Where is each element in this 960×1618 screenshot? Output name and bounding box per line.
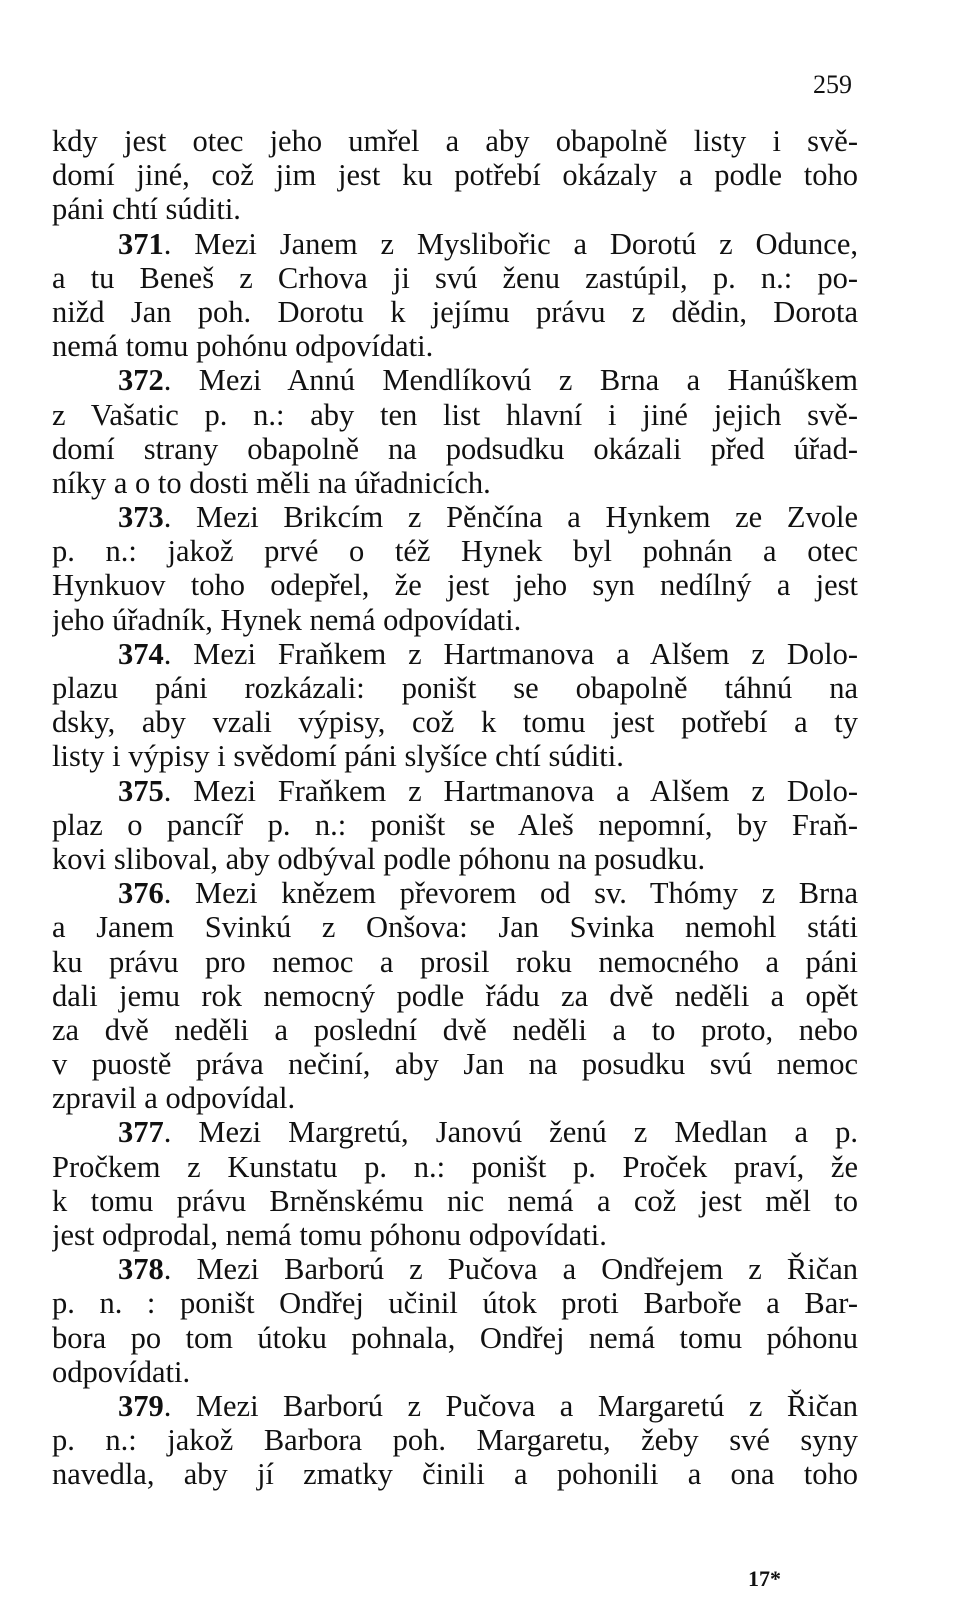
text-body (52, 124, 858, 1492)
text-line (52, 1457, 858, 1491)
text-line (52, 1355, 858, 1389)
line-text: dsky, aby vzali výpisy, což k tomu jest potřebí a ty (52, 705, 858, 740)
text-line (52, 261, 858, 295)
line-text: bora po tom útoku pohnala, Ondřej nemá tomu póhonu (52, 1320, 858, 1355)
text-line (52, 842, 858, 876)
text-line (52, 1423, 858, 1457)
text-line (52, 1218, 858, 1252)
text-line (52, 398, 858, 432)
entry-start-line (52, 1389, 858, 1423)
text-line (52, 329, 858, 363)
line-text: . Mezi Janem z Myslibořic a Dorotú z Odunce, (163, 226, 858, 261)
entry-number: 376 (118, 876, 164, 911)
line-text: kdy jest otec jeho umřel a aby obapolně listy i svě- (52, 124, 858, 158)
entry-start-line (52, 363, 858, 397)
text-line (52, 945, 858, 979)
line-text: . Mezi Margretú, Janovú ženú z Medlan a p. (163, 1115, 858, 1150)
line-text: v puostě práva nečiní, aby Jan na posudku svú nemoc (52, 1047, 858, 1082)
signature-mark: 17* (748, 1566, 781, 1591)
text-line (52, 534, 858, 568)
line-text: a Janem Svinkú z Onšova: Jan Svinka nemohl státi (52, 910, 858, 945)
text-line (52, 705, 858, 739)
line-text: . Mezi Annú Mendlíkovú z Brna a Hanúškem (163, 363, 858, 398)
line-text: . Mezi Fraňkem z Hartmanova a Alšem z Dolo- (163, 773, 858, 808)
text-line (52, 1286, 858, 1320)
text-line (52, 192, 858, 226)
entry-number: 375 (118, 773, 164, 808)
line-text: za dvě neděli a poslední dvě neděli a to proto, nebo (52, 1012, 858, 1047)
entry-number: 374 (118, 636, 164, 671)
text-line (52, 158, 858, 192)
line-text: domí strany obapolně na podsudku okázali před úřad- (52, 431, 858, 466)
entry-number: 379 (118, 1388, 164, 1423)
line-text: p. n.: jakož Barbora poh. Margaretu, žeby své syny (52, 1423, 858, 1458)
text-line (52, 432, 858, 466)
line-text: navedla, aby jí zmatky činili a pohonili a ona toho (52, 1457, 858, 1492)
line-text: jeho úřadník, Hynek nemá odpovídati. (52, 602, 522, 637)
text-line (52, 1081, 858, 1115)
text-line (52, 603, 858, 637)
entry-start-line (52, 500, 858, 534)
line-text: zpravil a odpovídal. (52, 1081, 296, 1116)
line-text: . Mezi knězem převorem od sv. Thómy z Brna (163, 876, 858, 911)
line-text: listy i výpisy i svědomí páni slyšíce chtí súditi. (52, 739, 624, 774)
page-number: 259 (813, 70, 852, 99)
text-line (52, 910, 858, 944)
text-line (52, 568, 858, 602)
line-text: domí jiné, což jim jest ku potřebí okázaly a podle toho (52, 158, 858, 193)
text-line (52, 671, 858, 705)
text-line (52, 466, 858, 500)
line-text: páni chtí súditi. (52, 192, 241, 227)
text-line (52, 808, 858, 842)
line-text: dali jemu rok nemocný podle řádu za dvě neděli a opět (52, 978, 858, 1013)
entry-start-line (52, 774, 858, 808)
line-text: z Vašatic p. n.: aby ten list hlavní i jiné jejich svě- (52, 397, 858, 432)
line-text: nemá tomu pohónu odpovídati. (52, 329, 434, 364)
entry-number: 373 (118, 500, 164, 535)
text-line (52, 1184, 858, 1218)
line-text: jest odprodal, nemá tomu póhonu odpovídati. (52, 1218, 607, 1252)
text-line (52, 1047, 858, 1081)
entry-number: 377 (118, 1115, 164, 1150)
entry-number: 372 (118, 363, 164, 398)
text-line (52, 1321, 858, 1355)
line-text: kovi sliboval, aby odbýval podle póhonu na posudku. (52, 841, 706, 876)
entry-start-line (52, 876, 858, 910)
line-text: plazu páni rozkázali: poništ se obapolně táhnú na (52, 671, 858, 705)
line-text: níky a o to dosti měli na úřadnicích. (52, 465, 491, 500)
entry-start-line (52, 1115, 858, 1149)
line-text: nižd Jan poh. Dorotu k jejímu právu z dědin, Dorota (52, 294, 858, 329)
entry-start-line (52, 1252, 858, 1286)
line-text: Hynkuov toho odepřel, že jest jeho syn nedílný a jest (52, 568, 858, 603)
line-text: . Mezi Brikcím z Pěnčína a Hynkem ze Zvole (163, 500, 858, 535)
text-line (52, 979, 858, 1013)
text-line (52, 124, 858, 158)
line-text: ku právu pro nemoc a prosil roku nemocného a páni (52, 944, 858, 979)
line-text: k tomu právu Brněnskému nic nemá a což jest měl to (52, 1183, 858, 1218)
line-text: p. n.: jakož prvé o též Hynek byl pohnán a otec (52, 534, 858, 569)
line-text: plaz o pancíř p. n.: poništ se Aleš nepomní, by Fraň- (52, 807, 858, 842)
entry-start-line (52, 227, 858, 261)
line-text: . Mezi Barború z Pučova a Margaretú z Řičan (163, 1388, 858, 1423)
entry-number: 371 (118, 226, 164, 261)
line-text: . Mezi Barború z Pučova a Ondřejem z Řičan (163, 1252, 858, 1287)
line-text: a tu Beneš z Crhova ji svú ženu zastúpil, p. n.: po- (52, 260, 858, 295)
line-text: p. n. : poništ Ondřej učinil útok proti Barboře a Bar- (52, 1286, 858, 1321)
text-line (52, 1150, 858, 1184)
text-line (52, 739, 858, 773)
line-text: . Mezi Fraňkem z Hartmanova a Alšem z Dolo- (163, 636, 858, 671)
text-line (52, 1013, 858, 1047)
entry-number: 378 (118, 1252, 164, 1287)
entry-start-line (52, 637, 858, 671)
text-line (52, 295, 858, 329)
line-text: Pročkem z Kunstatu p. n.: poništ p. Proček praví, že (52, 1149, 858, 1184)
line-text: odpovídati. (52, 1354, 191, 1389)
